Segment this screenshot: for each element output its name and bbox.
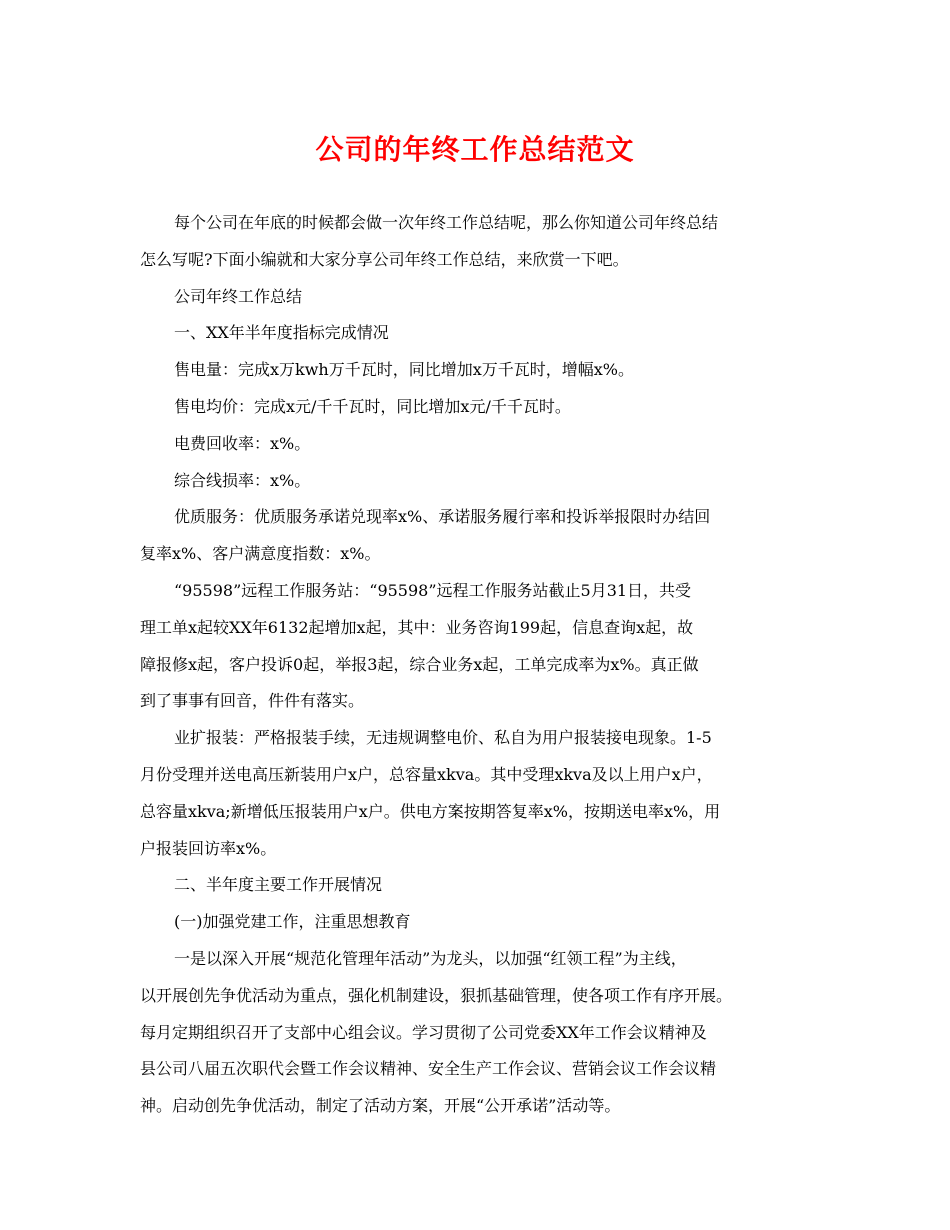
document-body — [140, 205, 830, 1125]
text-line: 怎么写呢?下面小编就和大家分享公司年终工作总结，来欣赏一下吧。 — [140, 249, 629, 269]
text-line: 到了事事有回音，件件有落实。 — [140, 691, 365, 711]
text-line: (一)加强党建工作，注重思想教育 — [174, 912, 411, 932]
text-line: 公司年终工作总结 — [174, 286, 303, 306]
document-title: 公司的年终工作总结范文 — [315, 133, 635, 166]
text-line: 户报装回访率x%。 — [140, 838, 277, 858]
text-line: 二、半年度主要工作开展情况 — [174, 875, 383, 895]
text-line: 理工单x起较XX年6132起增加x起，其中：业务咨询199起，信息查询x起，故 — [140, 617, 694, 637]
text-line: “95598”远程工作服务站：“95598”远程工作服务站截止5月31日，共受 — [174, 580, 692, 600]
text-line: 一是以深入开展“规范化管理年活动”为龙头，以加强“红领工程”为主线， — [174, 948, 687, 968]
text-line: 月份受理并送电高压新装用户x户，总容量xkva。其中受理xkva及以上用户x户， — [140, 764, 713, 784]
text-line: 每个公司在年底的时候都会做一次年终工作总结呢，那么你知道公司年终总结 — [174, 213, 719, 232]
text-line: 以开展创先争优活动为重点，强化机制建设，狠抓基础管理，使各项工作有序开展。 — [140, 985, 733, 1005]
text-line: 一、XX年半年度指标完成情况 — [174, 323, 389, 343]
text-line: 神。启动创先争优活动，制定了活动方案，开展“公开承诺”活动等。 — [140, 1096, 621, 1116]
text-line: 每月定期组织召开了支部中心组会议。学习贯彻了公司党委XX年工作会议精神及 — [140, 1022, 707, 1042]
text-line: 总容量xkva;新增低压报装用户x户。供电方案按期答复率x%，按期送电率x%，用 — [140, 801, 721, 821]
text-line: 电费回收率：x%。 — [174, 433, 311, 453]
text-line: 综合线损率：x%。 — [174, 470, 311, 490]
text-line: 优质服务：优质服务承诺兑现率x%、承诺服务履行率和投诉举报限时办结回 — [174, 507, 711, 527]
text-line: 障报修x起，客户投诉0起，举报3起，综合业务x起，工单完成率为x%。真正做 — [140, 654, 699, 674]
text-line: 县公司八届五次职代会暨工作会议精神、安全生产工作会议、营销会议工作会议精 — [140, 1059, 717, 1079]
text-line: 复率x%、客户满意度指数：x%。 — [140, 544, 381, 564]
text-line: 售电均价：完成x元/千千瓦时，同比增加x元/千千瓦时。 — [174, 396, 571, 416]
text-line: 业扩报装：严格报装手续，无违规调整电价、私自为用户报装接电现象。1-5 — [174, 728, 712, 748]
text-line: 售电量：完成x万kwh万千瓦时，同比增加x万千瓦时，增幅x%。 — [174, 360, 634, 380]
